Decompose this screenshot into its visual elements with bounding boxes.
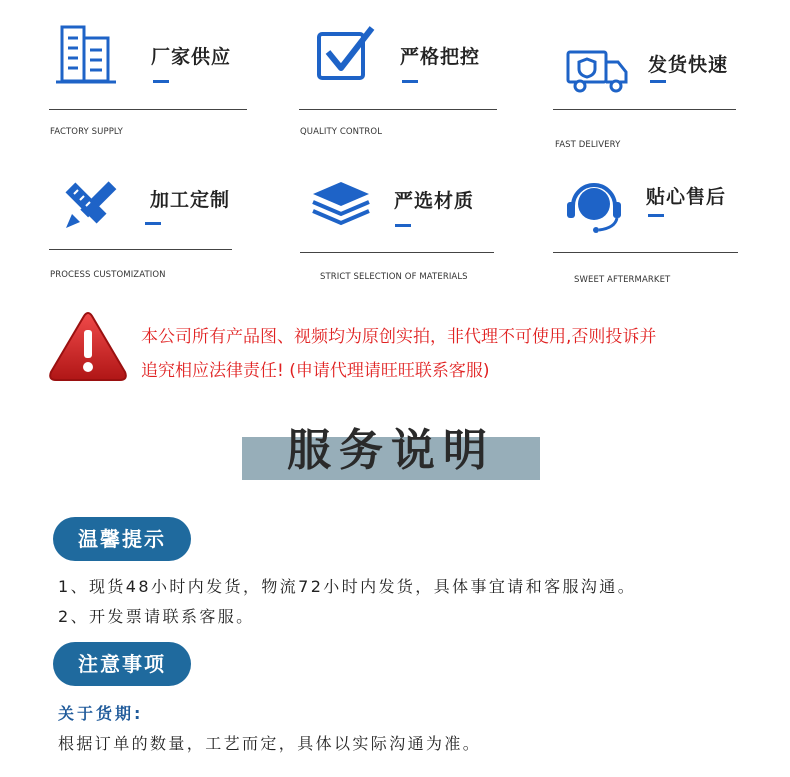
- warning-line-2: 追究相应法律责任! (申请代理请旺旺联系客服): [141, 361, 490, 381]
- divider-line: [553, 252, 738, 253]
- checkbox-icon: [316, 24, 378, 84]
- copyright-warning: [141, 320, 741, 388]
- notes-text: 根据订单的数量，工艺而定，具体以实际沟通为准。: [58, 734, 482, 753]
- tips-item-2: 2、开发票请联系客服。: [58, 607, 255, 626]
- feature-subtitle: STRICT SELECTION OF MATERIALS: [320, 272, 468, 282]
- tips-pill: 温馨提示: [53, 517, 191, 561]
- feature-title: 厂家供应: [151, 46, 232, 68]
- feature-subtitle: FAST DELIVERY: [555, 140, 621, 150]
- warning-line-1: 本公司所有产品图、视频均为原创实拍，非代理不可使用,否则投诉并: [141, 327, 657, 347]
- tips-item-1: 1、现货48小时内发货，物流72小时内发货，具体事宜请和客服沟通。: [58, 577, 637, 596]
- truck-icon: [566, 48, 630, 94]
- warning-icon: [48, 310, 128, 382]
- feature-dash: [153, 80, 169, 83]
- feature-dash: [650, 80, 666, 83]
- feature-title: 发货快速: [648, 54, 729, 76]
- divider-line: [553, 109, 736, 110]
- building-icon: [54, 24, 120, 86]
- notes-subheading: 关于货期:: [58, 704, 144, 723]
- notes-pill: 注意事项: [53, 642, 191, 686]
- feature-title: 严选材质: [394, 190, 475, 212]
- layers-icon: [311, 180, 371, 228]
- feature-dash: [648, 214, 664, 217]
- feature-dash: [145, 222, 161, 225]
- section-title: 服务说明: [287, 425, 495, 476]
- divider-line: [300, 252, 494, 253]
- feature-dash: [395, 224, 411, 227]
- feature-title: 贴心售后: [646, 186, 727, 208]
- pencil-ruler-icon: [58, 174, 118, 234]
- divider-line: [49, 109, 247, 110]
- feature-subtitle: QUALITY CONTROL: [300, 127, 383, 137]
- feature-dash: [402, 80, 418, 83]
- feature-title: 加工定制: [150, 189, 231, 211]
- feature-subtitle: PROCESS CUSTOMIZATION: [50, 270, 166, 280]
- feature-subtitle: SWEET AFTERMARKET: [574, 275, 671, 285]
- feature-subtitle: FACTORY SUPPLY: [50, 127, 123, 137]
- divider-line: [49, 249, 232, 250]
- divider-line: [299, 109, 497, 110]
- headset-icon: [565, 178, 623, 236]
- feature-title: 严格把控: [400, 46, 481, 68]
